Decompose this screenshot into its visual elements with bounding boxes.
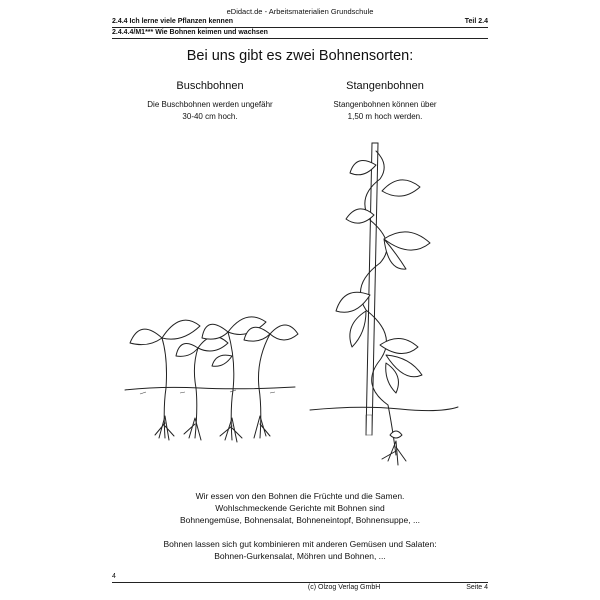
- footer-page-label: Seite 4: [466, 584, 488, 591]
- text-stangenbohnen-line-1: Stangenbohnen können über: [333, 100, 437, 109]
- paragraph-combinations-line-1: Bohnen lassen sich gut kombinieren mit anderen Gemüsen und Salaten:: [163, 539, 437, 549]
- text-stangenbohnen-line-2: 1,50 m hoch werden.: [347, 112, 423, 121]
- bush-bean-illustration: [120, 298, 300, 458]
- paragraph-dishes-line-3: Bohnengemüse, Bohnensalat, Bohneneintopf, Bohnensuppe, ...: [179, 515, 421, 525]
- paragraph-combinations: [112, 538, 488, 562]
- worksheet-subtitle: 2.4.4.4/M1*** Wie Bohnen keimen und wachsen: [112, 29, 268, 36]
- page-title: Bei uns gibt es zwei Bohnensorten:: [186, 48, 414, 64]
- breadcrumb-part: Teil 2.4: [464, 18, 488, 25]
- text-buschbohnen-line-2: 30-40 cm hoch.: [182, 112, 238, 121]
- heading-buschbohnen: Buschbohnen: [176, 80, 244, 92]
- text-buschbohnen-line-1: Die Buschbohnen werden ungefähr: [147, 100, 273, 109]
- footer-spacer: [112, 584, 222, 591]
- text-buschbohnen: [110, 99, 310, 123]
- footer: [112, 584, 488, 591]
- paragraph-dishes: [112, 490, 488, 526]
- site-header: eDidact.de - Arbeitsmaterialien Grundschule: [226, 7, 374, 16]
- paragraph-dishes-line-2: Wohlschmeckende Gerichte mit Bohnen sind: [215, 503, 385, 513]
- subtitle-rule: [112, 38, 488, 39]
- heading-stangenbohnen: Stangenbohnen: [346, 80, 424, 92]
- pole-bean-illustration: [300, 135, 460, 475]
- paragraph-combinations-line-2: Bohnen-Gurkensalat, Möhren und Bohnen, ...: [214, 551, 386, 561]
- breadcrumb-chapter: 2.4.4 Ich lerne viele Pflanzen kennen: [112, 18, 233, 25]
- page-number: 4: [112, 573, 116, 580]
- paragraph-dishes-line-1: Wir essen von den Bohnen die Früchte und die Samen.: [195, 491, 405, 501]
- footer-rule: [112, 582, 488, 583]
- footer-publisher: (c) Olzog Verlag GmbH: [307, 584, 381, 591]
- breadcrumb: [112, 18, 488, 25]
- text-stangenbohnen: [285, 99, 485, 123]
- header-rule: [112, 27, 488, 28]
